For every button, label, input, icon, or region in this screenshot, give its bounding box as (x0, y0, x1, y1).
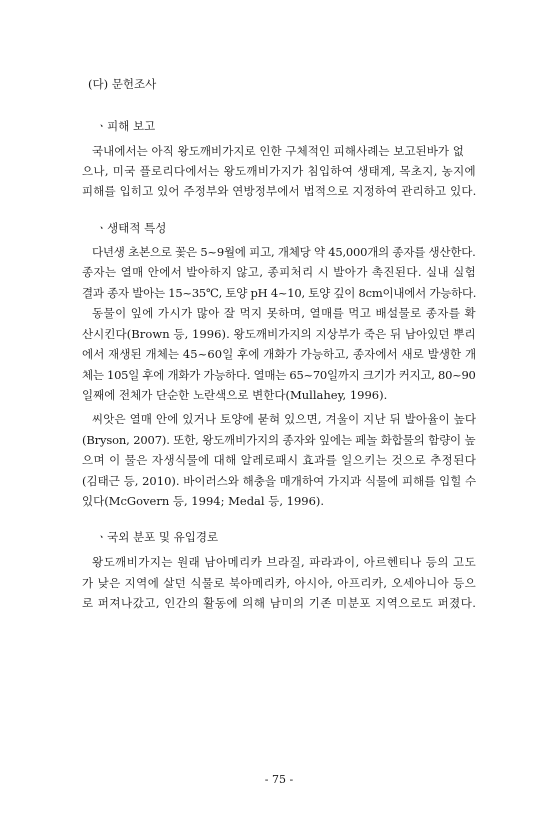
text-line: (김태근 등, 2010). 바이러스와 해충을 매개하여 가지과 식물에 피해를 입힐 수 (82, 474, 477, 488)
text-line: 종자는 열매 안에서 발아하지 않고, 종피처리 시 발아가 촉진된다. 실내 실험 (82, 265, 477, 279)
text-line: 로 퍼져나갔고, 인간의 활동에 의해 남미의 기존 미분포 지역으로도 퍼졌다. (82, 596, 477, 610)
text-line: 체는 105일 후에 개화가 가능하다. 열매는 65~70일까지 크기가 커지고, 80~90 (82, 368, 476, 382)
text-line: 씨앗은 열매 안에 있거나 토양에 묻혀 있으면, 겨울이 지난 뒤 발아율이 높다 (92, 412, 477, 426)
section-title-damage: ㆍ피해 보고 (96, 119, 156, 133)
text-line: 국내에서는 아직 왕도깨비가지로 인한 구체적인 피해사례는 보고된바가 없 (92, 144, 464, 158)
section-title-distribution: ㆍ국외 분포 및 유입경로 (96, 530, 219, 544)
page-number: - 75 - (264, 773, 294, 786)
text-line: 다년생 초본으로 꽃은 5~9월에 피고, 개체당 약 45,000개의 종자를 생산한다. (92, 245, 476, 259)
section-title-ecology: ㆍ생태적 특성 (96, 221, 167, 235)
text-line: 있다(McGovern 등, 1994; Medal 등, 1996). (82, 494, 325, 508)
text-line: 에서 재생된 개체는 45~60일 후에 개화가 가능하고, 종자에서 새로 발생한 개 (82, 347, 477, 361)
text-line: (Bryson, 2007). 또한, 왕도깨비가지의 종자와 잎에는 페놀 화합물의 함량이 높 (82, 433, 476, 447)
text-line: 가 낮은 지역에 살던 식물로 북아메리카, 아시아, 아프리카, 오세아니아 등으 (82, 576, 477, 590)
text-line: 동물이 잎에 가시가 많아 잘 먹지 못하며, 열매를 먹고 배설물로 종자를 확 (92, 306, 477, 320)
text-line: 왕도깨비가지는 원래 남아메리카 브라질, 파라과이, 아르헨티나 등의 고도 (92, 555, 477, 569)
text-line: 산시킨다(Brown 등, 1996). 왕도깨비가지의 지상부가 죽은 뒤 남아있던 뿌리 (82, 327, 476, 341)
text-line: 결과 종자 발아는 15~35℃, 토양 pH 4~10, 토양 깊이 8cm이내에서 가능하다. (82, 286, 477, 300)
text-line: 으나, 미국 플로리다에서는 왕도깨비가지가 침입하여 생태계, 목초지, 농지에 (82, 164, 476, 178)
section-heading: (다) 문헌조사 (88, 77, 157, 91)
text-line: 으며 이 물은 자생식물에 대해 알레로패시 효과를 일으키는 것으로 추정된다 (82, 453, 477, 467)
text-line: 일째에 전체가 단순한 노란색으로 변한다(Mullahey, 1996). (82, 388, 388, 402)
text-line: 피해를 입히고 있어 주정부와 연방정부에서 법적으로 지정하여 관리하고 있다. (82, 184, 477, 198)
